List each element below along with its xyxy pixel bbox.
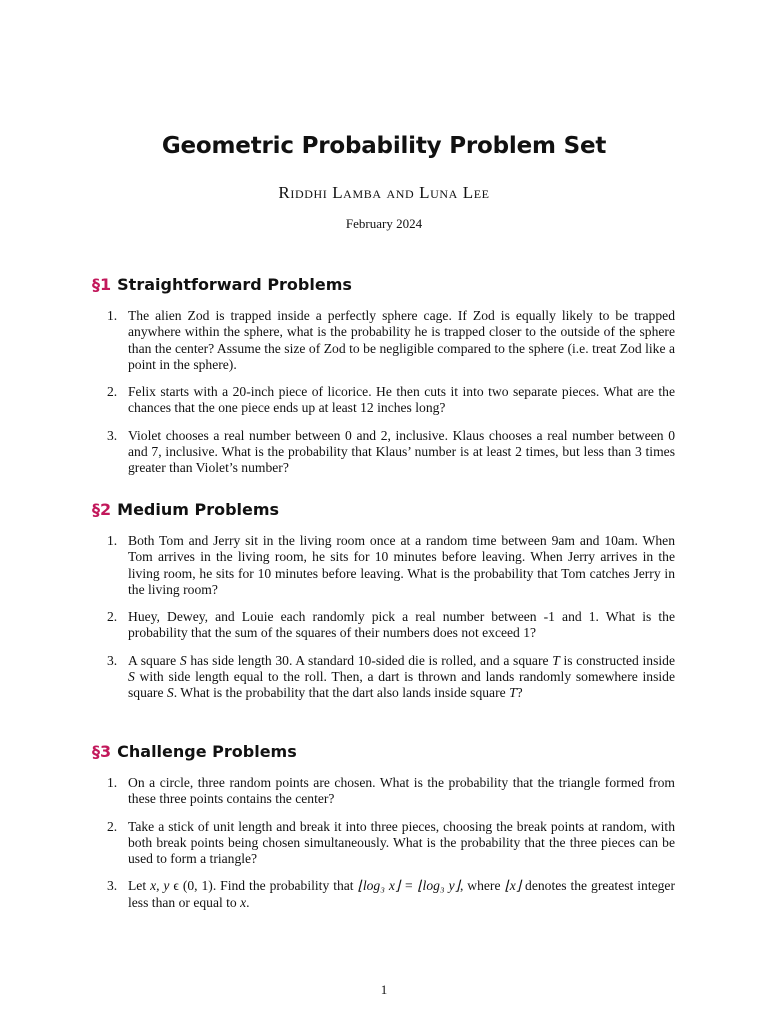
problem-number: 1. bbox=[107, 533, 118, 548]
text-run: Let bbox=[128, 878, 151, 894]
problem-number: 2. bbox=[107, 609, 118, 625]
section-2-number: §2 bbox=[92, 500, 112, 519]
text-run: is constructed inside bbox=[559, 652, 675, 668]
section-3-problem-list bbox=[107, 775, 675, 922]
text-run: ? bbox=[516, 685, 523, 701]
problem-3-3 bbox=[107, 878, 675, 911]
section-3-title: Challenge Problems bbox=[117, 742, 297, 761]
problem-number: 1. bbox=[107, 308, 118, 323]
section-2-title: Medium Problems bbox=[117, 500, 280, 519]
text-run: ϵ (0, 1). Find the probability that bbox=[169, 878, 358, 894]
text-run: A square bbox=[128, 652, 180, 668]
math-variable: S bbox=[128, 669, 135, 685]
page-number: 1 bbox=[380, 982, 388, 997]
problem-number: 3. bbox=[107, 652, 118, 668]
problem-1-1 bbox=[107, 308, 675, 373]
section-1-problem-list bbox=[107, 308, 675, 488]
text-run: . What is the probability that the dart also lands inside square bbox=[173, 685, 510, 701]
problem-3-1 bbox=[107, 775, 675, 808]
problem-text: Felix starts with a 20-inch piece of licorice. He then cuts it into two separate pieces. What are the chances that the one piece ends up at least 12 inches long? bbox=[128, 384, 675, 416]
math-variable: T bbox=[509, 685, 517, 701]
text-run: denotes the greatest integer less than or equal to bbox=[128, 878, 675, 910]
math-variable: S bbox=[179, 652, 187, 668]
problem-text: The alien Zod is trapped inside a perfectly sphere cage. If Zod is equally likely to be trapped anywhere within the sphere, what is the probability he is trapped closer to the outside of the sphere than the center? Assume the size of Zod to be negligible compared to the sphere (i.e. treat Zod like a point in the sphere). bbox=[128, 308, 675, 372]
section-3-number: §3 bbox=[92, 742, 112, 761]
problem-2-3 bbox=[107, 653, 675, 702]
math-variable: S bbox=[166, 685, 174, 701]
section-2-heading bbox=[92, 500, 279, 519]
section-1-number: §1 bbox=[92, 275, 112, 294]
text-run: . bbox=[246, 894, 250, 910]
problem-2-2 bbox=[107, 609, 675, 642]
problem-1-3 bbox=[107, 428, 675, 477]
problem-number: 2. bbox=[107, 818, 118, 834]
problem-text: Violet chooses a real number between 0 and 2, inclusive. Klaus chooses a real number between 0 and 7, inclusive. What is the probability that Klaus’ number is at least 2 times, but less than 3 times greater than Violet’s number? bbox=[128, 427, 675, 476]
problem-text bbox=[128, 878, 675, 911]
math-expression: x, y bbox=[150, 878, 170, 894]
problem-text: On a circle, three random points are chosen. What is the probability that the triangle formed from these three points contains the center? bbox=[128, 775, 675, 807]
text-run: has side length 30. A standard 10-sided die is rolled, and a square bbox=[186, 652, 553, 668]
problem-text: Both Tom and Jerry sit in the living room once at a random time between 9am and 10am. When Tom arrives in the living room, he sits for 10 minutes before leaving. When Jerry arrives in the living room, he sits for 10 minutes before leaving. What is the probability that Tom catches Jerry in the living room? bbox=[128, 533, 675, 597]
problem-text: Take a stick of unit length and break it into three pieces, choosing the break points at random, with both break points being chosen simultaneously. What is the probability that the three pieces can be used to form a triangle? bbox=[128, 818, 675, 867]
math-expression: ⌊log₃ x⌋ = ⌊log₃ y⌋ bbox=[357, 878, 460, 894]
math-expression: ⌊x⌋ bbox=[504, 878, 522, 894]
section-1-title: Straightforward Problems bbox=[117, 275, 352, 294]
section-2-problem-list bbox=[107, 533, 675, 713]
problem-2-1 bbox=[107, 533, 675, 598]
math-variable: T bbox=[552, 652, 560, 668]
document-authors: Riddhi Lamba and Luna Lee bbox=[278, 183, 490, 202]
text-run: with side length equal to the roll. Then, a dart is thrown and lands randomly somewhere inside square bbox=[128, 669, 675, 701]
section-1-heading bbox=[92, 275, 352, 294]
document-date: February 2024 bbox=[345, 216, 423, 231]
problem-number: 3. bbox=[107, 427, 118, 443]
document-title: Geometric Probability Problem Set bbox=[161, 133, 607, 159]
math-variable: x bbox=[240, 894, 247, 910]
problem-number: 2. bbox=[107, 384, 118, 400]
problem-text: Huey, Dewey, and Louie each randomly pick a real number between -1 and 1. What is the probability that the sum of the squares of their numbers does not exceed 1? bbox=[128, 609, 675, 641]
problem-1-2 bbox=[107, 384, 675, 417]
text-run: , where bbox=[459, 878, 505, 894]
problem-text bbox=[128, 653, 675, 702]
problem-number: 3. bbox=[107, 878, 118, 894]
section-3-heading bbox=[92, 742, 297, 761]
problem-3-2 bbox=[107, 819, 675, 868]
problem-number: 1. bbox=[107, 775, 118, 790]
